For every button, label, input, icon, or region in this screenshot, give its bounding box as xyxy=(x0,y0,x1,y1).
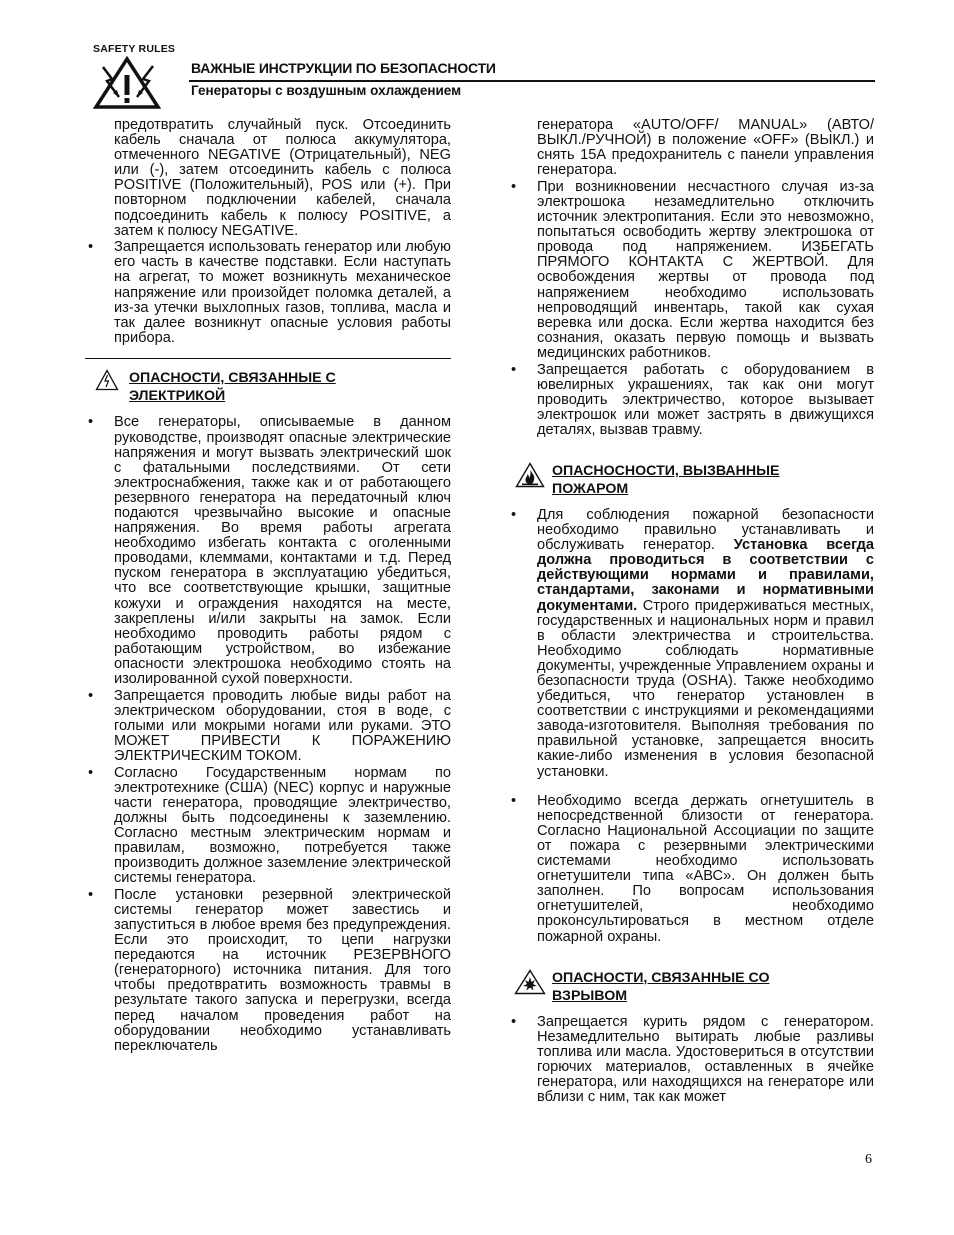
list-item: • Для соблюдения пожарной безопасности необходимо правильно устанавливать и обслуживать генератор. Установка всегда должна проводиться в соответствии с действующими нормами и правилами, стандартами, законами и нормативными документами. Строго придерживаться местных, государственных и национальных норм и правил в области электричества и строительства. Необходимо соблюдать нормативные документы, учрежденные Управлением охраны и безопасности труда (OSHA). Также необходимо убедиться, что генератор установлен в соответствии с инструкциями и рекомендациями завода-изготовителя. Выполняя требования по правильной установке, запрещается вносить какие-либо изменения в условия безопасной установки. xyxy=(508,508,874,780)
electric-hazard-icon xyxy=(95,369,119,391)
list-item: • Запрещается проводить любые виды работ на электрическом оборудовании, стоя в воде, с голыми или мокрыми ногами или руками. ЭТО МОЖЕТ ПРИВЕСТИ К ПОРАЖЕНИЮ ЭЛЕКТРИЧЕСКИМ ТОКОМ. xyxy=(85,689,451,764)
page-title: ВАЖНЫЕ ИНСТРУКЦИИ ПО БЕЗОПАСНОСТИ xyxy=(191,60,496,76)
right-column xyxy=(508,118,874,1105)
fire-hazard-icon xyxy=(515,462,545,488)
switch-instructions-continued: генератора «AUTO/OFF/ MANUAL» (АВТО/ВЫКЛ./РУЧНОЙ) в положение «OFF» (ВЫКЛ.) и снять 15А предохранитель с панели управления генератора. xyxy=(537,117,874,179)
section-heading-explosion xyxy=(508,969,874,1005)
section-title-fire-line2: ПОЖАРОМ xyxy=(552,480,629,497)
section-title-electrical-line2: ЭЛЕКТРИКОЙ xyxy=(129,388,226,405)
list-item: • Все генераторы, описываемые в данном руководстве, производят опасные электрические напряжения и могут вызвать электрический шок с фатальными последствиями. От сети электроснабжения, также как и от работающего резервного генератора на передаточный ключ подаются чрезвычайно высокие и опасные напряжения. Во время работы агрегата необходимо избегать контакта с оголенными проводами, клеммами, контактами и т.д. Перед пуском генератора в эксплуатацию убедиться, что все соответствующие крышки, защитные кожухи и ограждения находятся на месте, закреплены и/или закрыты на замок. Если необходимо проводить работы рядом с работающим устройством, во избежание опасности электрошока необходимо стоять на изолированной сухой поверхности. xyxy=(85,415,451,687)
list-item: • Согласно Государственным нормам по электротехнике (США) (NEC) корпус и наружные части генератора, проводящие электричество, должны быть подсоединены к заземлению. Согласно местным электрическим нормам и правилам, возможно, потребуется также производить должное заземление электрической системы генератора. xyxy=(85,766,451,887)
page-subtitle: Генераторы с воздушным охлаждением xyxy=(191,83,462,98)
battery-instructions-continued: предотвратить случайный пуск. Отсоединить кабель сначала от полюса аккумулятора, отмеченного NEGATIVE (Отрицательный), NEG или (-), затем отсоединить кабель с полюса POSITIVE (Положительный), POS или (+). При повторном подключении кабелей, сначала подсоединить кабель к полюсу POSITIVE, а затем к полюсу NEGATIVE. xyxy=(114,117,451,239)
fire-standards-emphasis: Установка всегда должна проводиться в соответствии с действующими нормами и правилами, стандартами, законами и нормативными документами. xyxy=(537,537,874,614)
list-item: • После установки резервной электрической системы генератор может завестись и запуститься в любое время без предупреждения. Если это происходит, то цепи нагрузки передаются на источник РЕЗЕРВНОГО (генераторного) источника питания. Для того чтобы предотвратить возможность травмы в результате такого запуска и перегрузки, всегда перед началом проведения работ на оборудовании необходимо устанавливать переключатель xyxy=(85,888,451,1054)
section-divider xyxy=(85,358,451,360)
explosion-hazard-icon xyxy=(514,969,546,995)
section-heading-electrical xyxy=(85,369,451,405)
page-number: 6 xyxy=(865,1152,872,1167)
header-divider xyxy=(189,80,875,82)
left-column xyxy=(85,118,451,1054)
list-item: • При возникновении несчастного случая из-за электрошока незамедлительно отключить источник электропитания. Если это невозможно, попытаться освободить жертву электрошока от провода под напряжением. ИЗБЕГАТЬ ПРЯМОГО КОНТАКТА С ЖЕРТВОЙ. Для освобождения жертвы от провода под напряжением необходимо использовать непроводящий инвентарь, такой как сухая веревка или доска. Если жертва находится без сознания, оказать первую помощь и вызвать медицинских работников. xyxy=(508,180,874,361)
section-title-explosion-line2: ВЗРЫВОМ xyxy=(552,987,628,1004)
section-title-fire-line1: ОПАСНОСНОСТИ, ВЫЗВАННЫЕ xyxy=(552,462,780,479)
list-item: • Необходимо всегда держать огнетушитель в непосредственной близости от генератора. Согласно Национальной Ассоциации по защите от пожара с резервными электрическими системами необходимо использовать огнетушители типа «АВС». Он должен быть заполнен. По вопросам использования огнетушителей, необходимо проконсультироваться в местном отделе пожарной охраны. xyxy=(508,794,874,945)
electric-shock-warning-icon xyxy=(92,56,174,110)
list-item: • Запрещается курить рядом с генератором. Незамедлительно вытирать любые разливы топлива или масла. Удостовериться в отсутствии горючих материалов, оставленных в ячейке генератора, или находящихся на генераторе или вблизи с ним, так как может xyxy=(508,1015,874,1106)
section-title-electrical-line1: ОПАСНОСТИ, СВЯЗАННЫЕ С xyxy=(129,370,336,387)
list-item: • Запрещается работать с оборудованием в ювелирных украшениях, так как они могут проводить электричество, которое вызывает электрошок или может застрять в движущихся деталях, вызвав травму. xyxy=(508,363,874,438)
safety-rules-label: SAFETY RULES xyxy=(93,43,176,55)
list-item: • Запрещается использовать генератор или любую его часть в качестве подставки. Если наступать на агрегат, то может возникнуть механическое напряжение или произойдет поломка деталей, а из-за утечки выхлопных газов, топлива, масла и так далее возникнут опасные условия работы прибора. xyxy=(85,240,451,346)
section-title-explosion-line1: ОПАСНОСТИ, СВЯЗАННЫЕ СО xyxy=(552,969,770,986)
section-heading-fire xyxy=(508,462,874,498)
